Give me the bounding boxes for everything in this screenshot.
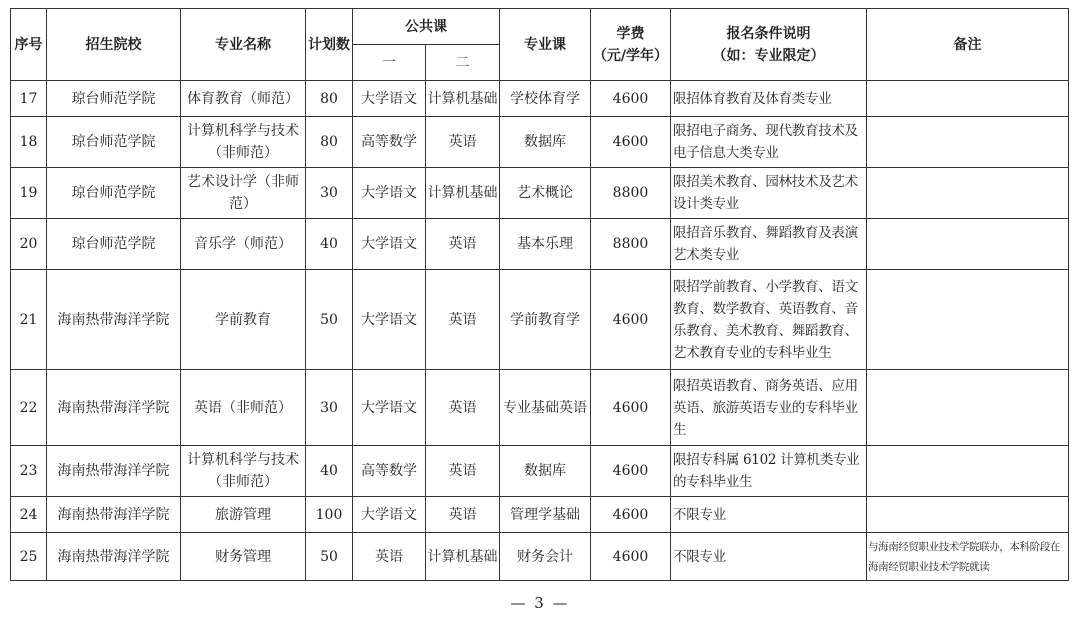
cell-plan: 50 (306, 533, 353, 581)
cell-public-one: 大学语文 (353, 497, 426, 533)
cell-remarks (867, 270, 1069, 370)
cell-remarks (867, 446, 1069, 497)
header-conditions-line2: （如：专业限定） (712, 47, 825, 64)
cell-public-one: 大学语文 (353, 370, 426, 446)
cell-major-course: 学前教育学 (500, 270, 591, 370)
cell-conditions: 不限专业 (671, 497, 867, 533)
cell-plan: 30 (306, 370, 353, 446)
table-row (11, 219, 1069, 270)
table-row (11, 370, 1069, 446)
cell-school: 琼台师范学院 (47, 168, 181, 219)
cell-seq: 19 (11, 168, 47, 219)
table-row (11, 117, 1069, 168)
header-major-course: 专业课 (500, 9, 591, 81)
table-row (11, 533, 1069, 581)
cell-tuition: 4600 (591, 497, 671, 533)
cell-major-course: 数据库 (500, 117, 591, 168)
cell-school: 海南热带海洋学院 (47, 370, 181, 446)
enrollment-table (10, 8, 1069, 581)
cell-conditions: 限招英语教育、商务英语、应用英语、旅游英语专业的专科毕业生 (671, 370, 867, 446)
cell-remarks (867, 81, 1069, 117)
cell-seq: 20 (11, 219, 47, 270)
cell-plan: 80 (306, 81, 353, 117)
cell-plan: 80 (306, 117, 353, 168)
header-remarks: 备注 (867, 9, 1069, 81)
cell-major: 学前教育 (181, 270, 306, 370)
cell-tuition: 4600 (591, 81, 671, 117)
table-row (11, 168, 1069, 219)
cell-conditions: 不限专业 (671, 533, 867, 581)
header-school: 招生院校 (47, 9, 181, 81)
cell-major: 计算机科学与技术（非师范） (181, 117, 306, 168)
cell-major: 艺术设计学（非师范） (181, 168, 306, 219)
table-row (11, 81, 1069, 117)
header-public-course: 公共课 (353, 9, 500, 45)
cell-conditions: 限招体育教育及体育类专业 (671, 81, 867, 117)
cell-seq: 23 (11, 446, 47, 497)
cell-conditions: 限招专科属 6102 计算机类专业的专科毕业生 (671, 446, 867, 497)
table-row (11, 446, 1069, 497)
cell-public-one: 大学语文 (353, 168, 426, 219)
cell-public-two: 计算机基础 (426, 81, 500, 117)
cell-public-two: 计算机基础 (426, 168, 500, 219)
cell-remarks: 与海南经贸职业技术学院联办，本科阶段在海南经贸职业技术学院就读 (867, 533, 1069, 581)
cell-plan: 40 (306, 219, 353, 270)
cell-public-two: 计算机基础 (426, 533, 500, 581)
cell-remarks (867, 117, 1069, 168)
cell-remarks (867, 497, 1069, 533)
cell-public-one: 高等数学 (353, 117, 426, 168)
cell-tuition: 8800 (591, 168, 671, 219)
cell-remarks (867, 370, 1069, 446)
cell-seq: 17 (11, 81, 47, 117)
page-number: — 3 — (510, 594, 570, 612)
cell-tuition: 4600 (591, 270, 671, 370)
cell-school: 海南热带海洋学院 (47, 270, 181, 370)
cell-public-two: 英语 (426, 270, 500, 370)
cell-public-two: 英语 (426, 446, 500, 497)
cell-school: 海南热带海洋学院 (47, 497, 181, 533)
table-header (11, 9, 1069, 81)
header-tuition-line2: （元/学年） (592, 47, 669, 64)
cell-seq: 24 (11, 497, 47, 533)
cell-conditions: 限招学前教育、小学教育、语文教育、数学教育、英语教育、音乐教育、美术教育、舞蹈教育、艺术教育专业的专科毕业生 (671, 270, 867, 370)
cell-public-one: 大学语文 (353, 81, 426, 117)
cell-tuition: 4600 (591, 370, 671, 446)
cell-major: 计算机科学与技术（非师范） (181, 446, 306, 497)
cell-public-one: 英语 (353, 533, 426, 581)
cell-seq: 21 (11, 270, 47, 370)
cell-remarks (867, 219, 1069, 270)
table-body (11, 81, 1069, 581)
header-plan: 计划数 (306, 9, 353, 81)
cell-seq: 18 (11, 117, 47, 168)
cell-school: 海南热带海洋学院 (47, 446, 181, 497)
table-row (11, 497, 1069, 533)
header-public-two: 二 (426, 45, 500, 81)
cell-remarks (867, 168, 1069, 219)
cell-major: 体育教育（师范） (181, 81, 306, 117)
header-conditions (671, 9, 867, 81)
cell-tuition: 4600 (591, 533, 671, 581)
table-row (11, 270, 1069, 370)
header-conditions-line1: 报名条件说明 (726, 25, 811, 42)
cell-major-course: 艺术概论 (500, 168, 591, 219)
header-major: 专业名称 (181, 9, 306, 81)
cell-major-course: 学校体育学 (500, 81, 591, 117)
cell-major: 财务管理 (181, 533, 306, 581)
cell-plan: 30 (306, 168, 353, 219)
cell-tuition: 8800 (591, 219, 671, 270)
cell-public-two: 英语 (426, 117, 500, 168)
cell-tuition: 4600 (591, 117, 671, 168)
cell-school: 琼台师范学院 (47, 81, 181, 117)
cell-school: 琼台师范学院 (47, 219, 181, 270)
cell-major-course: 管理学基础 (500, 497, 591, 533)
cell-major: 音乐学（师范） (181, 219, 306, 270)
cell-conditions: 限招音乐教育、舞蹈教育及表演艺术类专业 (671, 219, 867, 270)
cell-tuition: 4600 (591, 446, 671, 497)
cell-major-course: 基本乐理 (500, 219, 591, 270)
cell-major: 旅游管理 (181, 497, 306, 533)
cell-public-two: 英语 (426, 497, 500, 533)
cell-seq: 25 (11, 533, 47, 581)
cell-major-course: 数据库 (500, 446, 591, 497)
cell-public-two: 英语 (426, 219, 500, 270)
cell-public-one: 大学语文 (353, 219, 426, 270)
cell-public-one: 高等数学 (353, 446, 426, 497)
cell-school: 海南热带海洋学院 (47, 533, 181, 581)
header-public-one: 一 (353, 45, 426, 81)
cell-plan: 100 (306, 497, 353, 533)
cell-conditions: 限招电子商务、现代教育技术及电子信息大类专业 (671, 117, 867, 168)
cell-major: 英语（非师范） (181, 370, 306, 446)
cell-public-two: 英语 (426, 370, 500, 446)
cell-conditions: 限招美术教育、园林技术及艺术设计类专业 (671, 168, 867, 219)
header-tuition-line1: 学费 (616, 25, 645, 42)
cell-plan: 50 (306, 270, 353, 370)
cell-school: 琼台师范学院 (47, 117, 181, 168)
cell-public-one: 大学语文 (353, 270, 426, 370)
cell-seq: 22 (11, 370, 47, 446)
header-seq: 序号 (11, 9, 47, 81)
cell-plan: 40 (306, 446, 353, 497)
header-tuition (591, 9, 671, 81)
cell-major-course: 专业基础英语 (500, 370, 591, 446)
cell-major-course: 财务会计 (500, 533, 591, 581)
